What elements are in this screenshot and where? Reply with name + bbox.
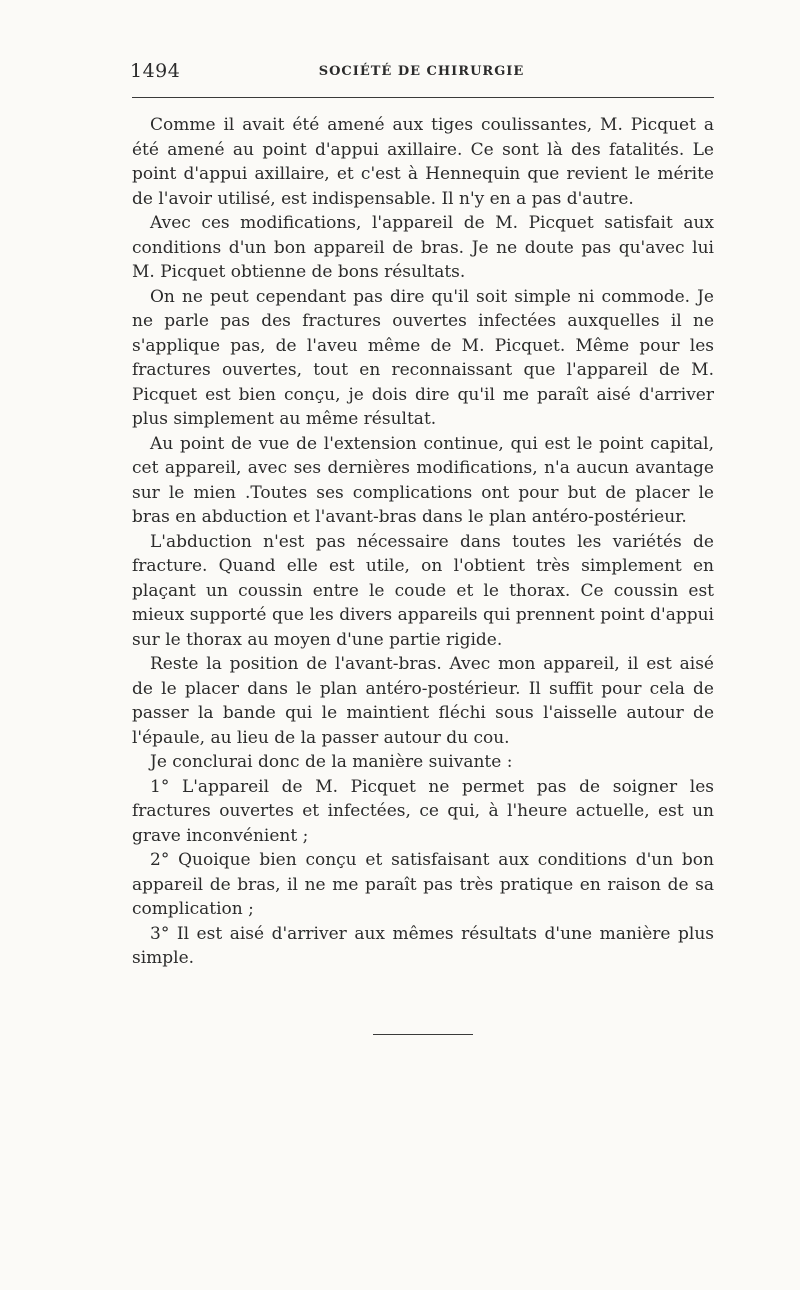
paragraph: Avec ces modifications, l'appareil de M. Picquet satisfait aux conditions d'un bon appareil de bras. Je ne doute pas qu'avec lui M. Picquet obtienne de bons résultats. <box>132 213 714 282</box>
page-number: 1494 <box>130 60 181 82</box>
running-head: SOCIÉTÉ DE CHIRURGIE <box>318 64 525 79</box>
body-text <box>132 113 714 971</box>
conclusion-item-3: 3° Il est aisé d'arriver aux mêmes résultats d'une manière plus simple. <box>132 923 714 968</box>
paragraph: Je conclurai donc de la manière suivante : <box>150 752 513 772</box>
paragraph: Au point de vue de l'extension continue, qui est le point capital, cet appareil, avec ses dernières modifications, n'a aucun avantage sur le mien .Toutes ses complications ont pour but de placer le bras en abduction et l'avant-bras dans le plan antéro-postérieur. <box>132 433 714 527</box>
conclusion-item-2: 2° Quoique bien conçu et satisfaisant aux conditions d'un bon appareil de bras, il ne me paraît pas très pratique en raison de sa complication ; <box>132 850 714 919</box>
conclusion-item-1: 1° L'appareil de M. Picquet ne permet pas de soigner les fractures ouvertes et infectées, ce qui, à l'heure actuelle, est un grave inconvénient ; <box>132 776 714 846</box>
paragraph: On ne peut cependant pas dire qu'il soit simple ni commode. Je ne parle pas des fractures ouvertes infectées auxquelles il ne s'applique pas, de l'aveu même de M. Picquet. Même pour les fractures ouvertes, tout en reconnaissant que l'appareil de M. Picquet est bien conçu, je dois dire qu'il me paraît aisé d'arriver plus simplement au même résultat. <box>132 286 714 429</box>
paragraph: Reste la position de l'avant-bras. Avec mon appareil, il est aisé de le placer dans le plan antéro-postérieur. Il suffit pour cela de passer la bande qui le maintient fléchi sous l'aisselle autour de l'épaule, au lieu de la passer autour du cou. <box>132 654 714 748</box>
end-rule <box>373 1034 473 1035</box>
paragraph: Comme il avait été amené aux tiges coulissantes, M. Picquet a été amené au point d'appui axillaire. Ce sont là des fatalités. Le point d'appui axillaire, et c'est à Hennequin que revient le mérite de l'avoir utilisé, est indispensable. Il n'y en a pas d'autre. <box>132 115 714 209</box>
paragraph: L'abduction n'est pas nécessaire dans toutes les variétés de fracture. Quand elle est utile, on l'obtient très simplement en plaçant un coussin entre le coude et le thorax. Ce coussin est mieux supporté que les divers appareils qui prennent point d'appui sur le thorax au moyen d'une partie rigide. <box>132 531 714 650</box>
header-rule <box>132 97 714 98</box>
page-header <box>128 60 715 84</box>
